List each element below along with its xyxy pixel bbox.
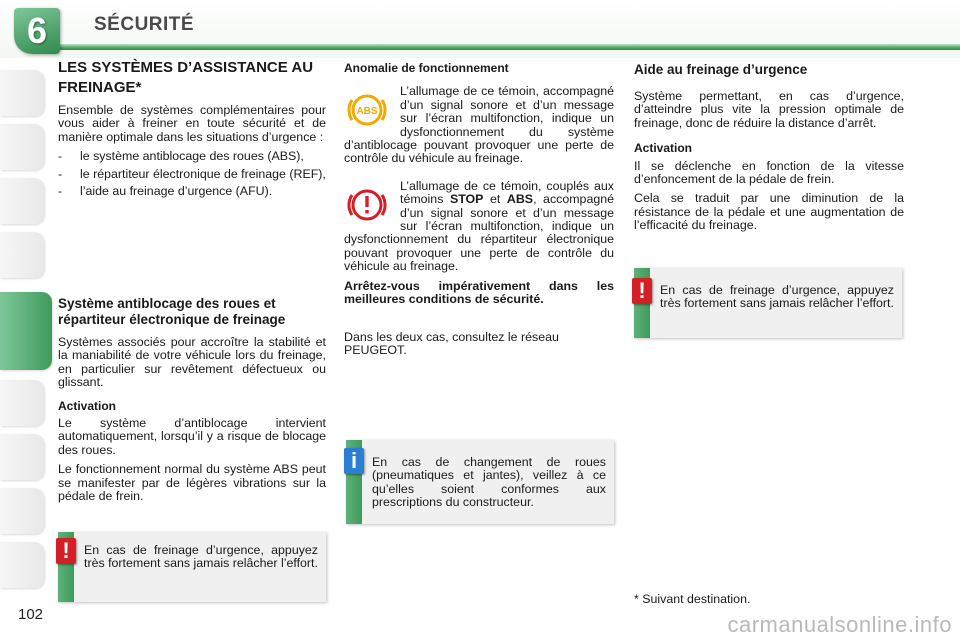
chapter-tab-1[interactable] [0,70,44,116]
systems-list [58,150,326,198]
page-number: 102 [18,606,44,623]
ref-paragraph: L’allumage de ce témoin, couplés aux témoins STOP et ABS, accompagné d’un signal sonore et d’un message sur l’écran multifonction, indique un dysfonctionnement du répartiteur électronique pouvant provoquer une perte de contrôle du véhicule au freinage. [344,179,614,274]
abs-section [58,296,326,509]
activation-paragraph: Le fonctionnement normal du système ABS peut se manifester par de légères vibrations sur la pédale de frein. [58,462,326,504]
malfunction-paragraph: L’allumage de ce témoin, accompagné d’un signal sonore et d’un message sur l’écran multifonction, indique un dysfonctionnement du système d’antiblocage pouvant provoquer une perte de contrôle du véhicule au freinage. [344,85,614,166]
warning-note-left [58,532,326,602]
activation-heading: Activation [58,398,117,413]
intro-paragraph: Ensemble de systèmes complémentaires pour vous aider à freiner en toute sécurité et de manière optimale dans les situations d’urgence : [58,103,326,144]
right-column [634,62,904,239]
note-text: En cas de freinage d’urgence, appuyez très fortement sans jamais relâcher l’effort. [660,283,894,311]
section-title: SÉCURITÉ [94,14,195,35]
section-heading: LES SYSTÈMES D’ASSISTANCE AU FREINAGE* [58,59,314,96]
list-item: - l’aide au freinage d’urgence (AFU). [58,185,326,198]
list-item: - le répartiteur électronique de freinage (REF), [58,168,326,181]
abs-icon-label: ABS [356,106,378,118]
emergency-heading: Aide au freinage d’urgence [634,62,808,77]
malfunction-heading: Anomalie de fonctionnement [344,61,509,75]
emergency-paragraph: Système permettant, en cas d’urgence, d’atteindre plus vite la pression optimale de freinage, donc de réduire la distance d’arrêt. [634,89,904,130]
chapter-badge: 6 [14,8,60,54]
list-item: - le système antiblocage des roues (ABS), [58,150,326,163]
activation-heading: Activation [634,141,693,156]
chapter-tab-2[interactable] [0,124,44,170]
brake-warning-icon [344,182,390,228]
activation-paragraph: Cela se traduit par une diminution de la résistance de la pédale et une augmentation de l’efficacité du freinage. [634,191,904,233]
chapter-tab-6[interactable] [0,380,44,426]
activation-paragraph: Le système d’antiblocage intervient automatiquement, lorsqu’il y a risque de blocage des roues. [58,416,326,457]
chapter-tab-9[interactable] [0,542,44,588]
network-paragraph: Dans les deux cas, consultez le réseau PEUGEOT. [344,329,559,357]
stop-warning: Arrêtez-vous impérativement dans les meilleures conditions de sécurité. [344,278,614,307]
abs-warning-icon [344,87,390,133]
info-icon: i [344,448,364,474]
stop-label: STOP [449,192,484,207]
left-column [58,58,326,204]
info-note [346,440,614,524]
warning-icon: ! [632,278,652,304]
abs-heading: Système antiblocage des roues et répartiteur électronique de freinage [58,296,286,327]
middle-column [344,62,614,363]
chapter-tab-7[interactable] [0,434,44,480]
chapter-tab-4[interactable] [0,232,44,278]
watermark: carmanualsonline.info [727,612,952,637]
abs-paragraph: Systèmes associés pour accroître la stabilité et la maniabilité de votre véhicule lors du freinage, en particulier sur revêtement défectueux ou glissant. [58,335,326,390]
note-text: En cas de freinage d’urgence, appuyez très fortement sans jamais relâcher l’effort. [84,543,318,571]
footnote: * Suivant destination. [634,592,751,606]
header-rule [60,44,960,50]
chapter-tab-8[interactable] [0,488,44,534]
note-text: En cas de changement de roues (pneumatiques et jantes), veillez à ce qu’elles soient conformes aux prescriptions du constructeur. [372,455,606,510]
chapter-tab-active[interactable] [0,292,52,370]
activation-paragraph: Il se déclenche en fonction de la vitesse d’enfoncement de la pédale de frein. [634,158,904,187]
warning-note-right [634,268,902,338]
abs-label: ABS [506,192,534,207]
chapter-tab-3[interactable] [0,178,44,224]
warning-icon: ! [56,538,76,564]
